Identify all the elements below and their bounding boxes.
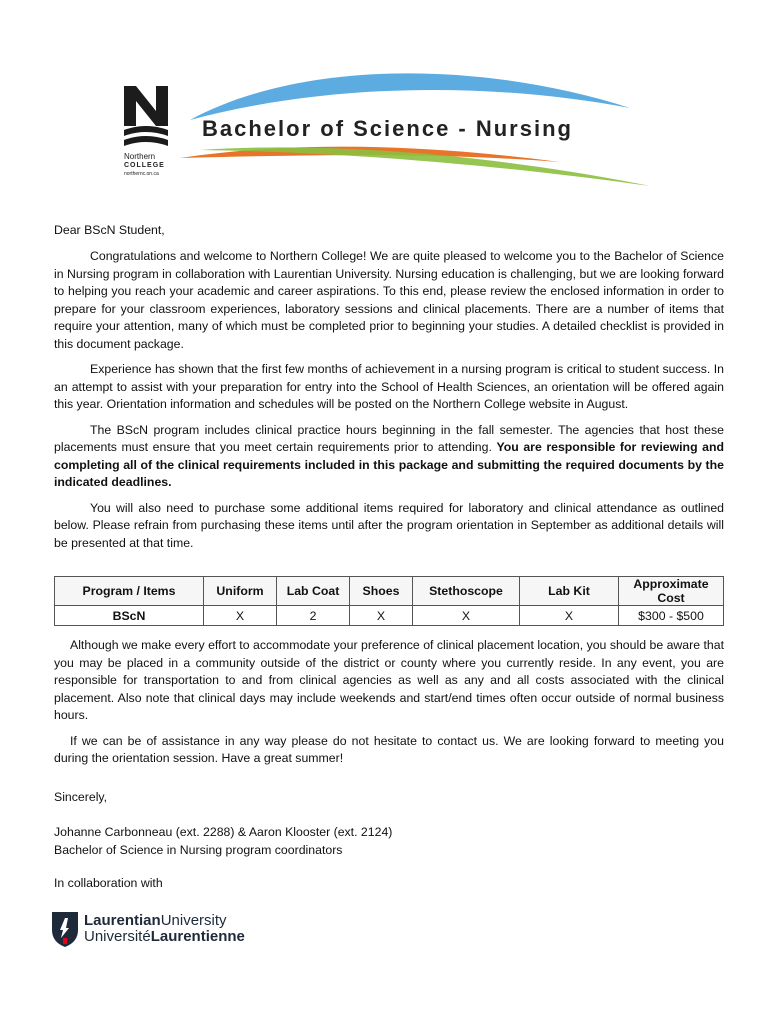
salutation: Dear BScN Student, (54, 223, 165, 237)
header-swoosh-graphic (0, 0, 770, 200)
table-cell: X (350, 606, 413, 626)
paragraph-experience: Experience has shown that the first few months of achievement in a nursing program is critical to student success. In an attempt to assist with your preparation for entry into the School of Health Sciences, an orientation will be offered again this year. Orientation information and schedules will be posted on the Northern College website in August. (54, 362, 724, 411)
paragraph-welcome: Congratulations and welcome to Northern College! We are quite pleased to welcome you to the Bachelor of Science in Nursing program in collaboration with Laurentian University. Nursing education is challenging, but we are looking forward to helping you reach your academic and career aspirations. To this end, please review the enclosed information in order to prepare for your classroom experiences, laboratory sessions and clinical placements. There are a number of items that require your attention, many of which must be completed prior to beginning your studies. A detailed checklist is provided in this document package. (54, 249, 724, 351)
blue-swoosh (190, 73, 630, 120)
university-text: University (160, 912, 227, 929)
laurentian-line1 (84, 912, 227, 929)
table-cell: X (520, 606, 619, 626)
table-header: Shoes (350, 577, 413, 606)
paragraph-assistance: If we can be of assistance in any way please do not hesitate to contact us. We are looking forward to meeting you during the orientation session. Have a great summer! (54, 733, 724, 765)
clinical-text: The BScN program includes clinical practice hours beginning in the fall semester. The agencies that host these placements must ensure that you meet certain requirements prior to attending. (54, 422, 724, 454)
signer-title: Bachelor of Science in Nursing program coordinators (54, 843, 343, 857)
laurentian-bold: Laurentian (84, 912, 161, 929)
table-row (55, 606, 724, 626)
laurentian-shield-icon (50, 910, 80, 948)
logo-url-text: northernc.on.ca (124, 171, 159, 177)
table-header: Stethoscope (413, 577, 520, 606)
items-table (54, 576, 724, 626)
logo-name-text: Northern (124, 152, 156, 161)
paragraph-placement: Although we make every effort to accommodate your preference of clinical placement location, you should be aware that you may be placed in a community outside of the district or county where you currently reside. In any event, you are responsible for transportation to and from clinical agencies as well as any and all costs associated with the clinical placement. Also note that clinical days may include weekends and start/end times often occur outside of normal business hours. (54, 638, 724, 722)
table-cell: BScN (55, 606, 204, 626)
table-header: Lab Coat (277, 577, 350, 606)
northern-college-logo-icon (118, 84, 178, 184)
laurentian-line2 (84, 928, 245, 945)
table-cell: X (204, 606, 277, 626)
letter-body-lower (54, 637, 724, 768)
paragraph-clinical (54, 422, 724, 492)
table-cell: 2 (277, 606, 350, 626)
table-cell: X (413, 606, 520, 626)
page-title: Bachelor of Science - Nursing (202, 116, 573, 141)
table-header-row (55, 577, 724, 606)
collaboration-text: In collaboration with (54, 876, 163, 890)
closing: Sincerely, (54, 790, 108, 804)
laurentienne-bold: Laurentienne (150, 928, 245, 945)
letter-body-upper (54, 248, 724, 552)
table-cell: $300 - $500 (619, 606, 724, 626)
universite-text: Université (84, 928, 151, 945)
table-header: Uniform (204, 577, 277, 606)
table-header: Program / Items (55, 577, 204, 606)
table-header: Lab Kit (520, 577, 619, 606)
logo-college-text: COLLEGE (124, 162, 165, 169)
clinical-bold-text: You are responsible for reviewing and completing all of the clinical requirements included in this package and submitting the required documents by the indicated deadlines. (54, 440, 724, 489)
table-header: Approximate Cost (619, 577, 724, 606)
signers: Johanne Carbonneau (ext. 2288) & Aaron Klooster (ext. 2124) (54, 825, 393, 839)
paragraph-purchase: You will also need to purchase some additional items required for laboratory and clinical attendance as outlined below. Please refrain from purchasing these items until after the program orientation in September as additional details will be presented at that time. (54, 500, 724, 550)
